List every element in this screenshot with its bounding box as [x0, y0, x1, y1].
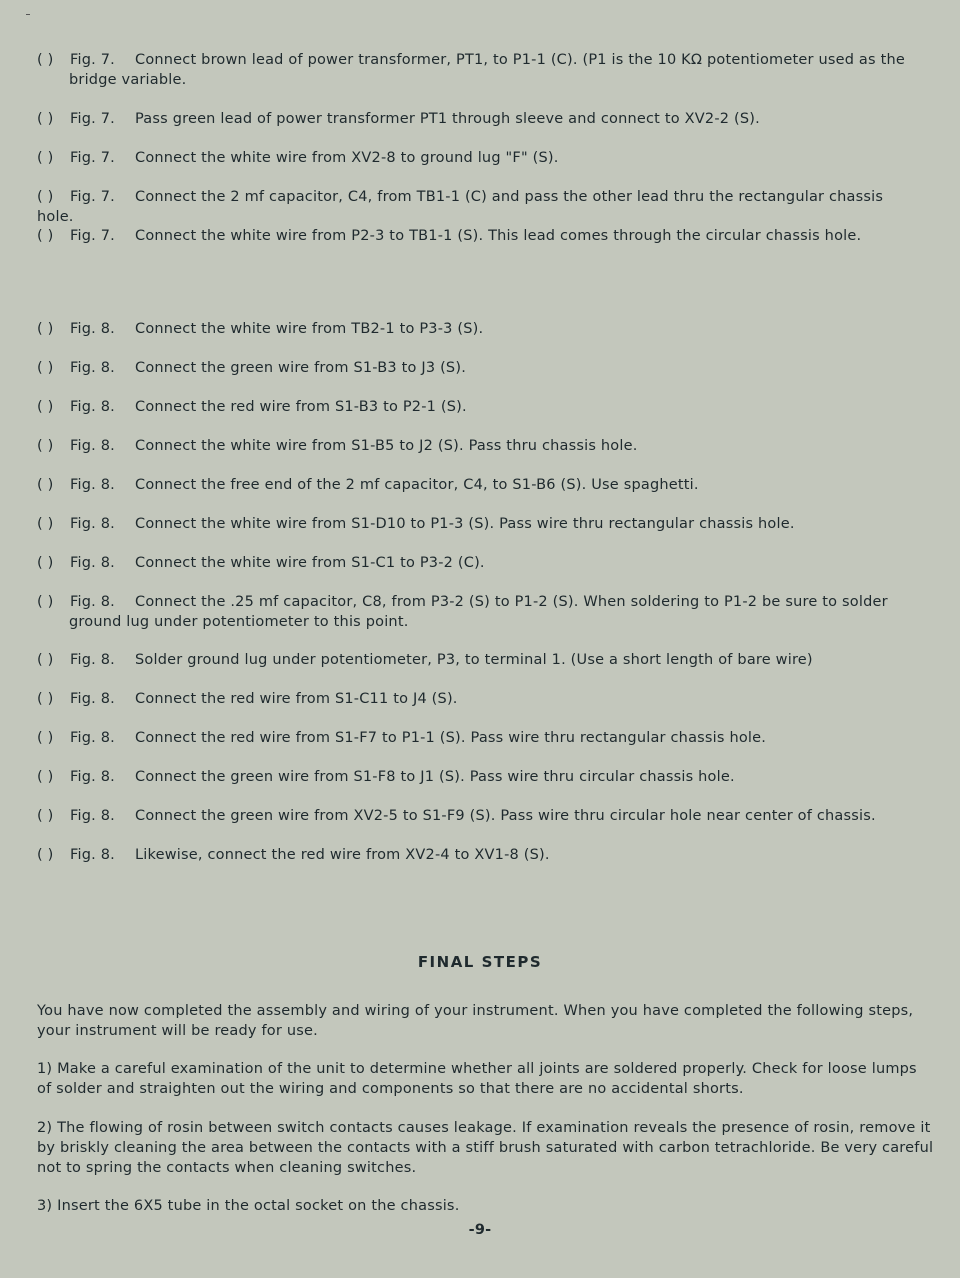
step-item — [37, 50, 924, 90]
fig-ref: Fig. 7. — [70, 150, 115, 166]
fig-ref: Fig. 8. — [70, 652, 115, 668]
step-item — [37, 319, 924, 339]
checkbox[interactable]: ( ) — [37, 730, 54, 746]
checkbox[interactable]: ( ) — [37, 52, 54, 68]
step-text: Connect the green wire from XV2-5 to S1-F9 (S). Pass wire thru circular hole near center of chassis. — [135, 808, 876, 824]
checkbox[interactable]: ( ) — [37, 150, 54, 166]
checkbox[interactable]: ( ) — [37, 769, 54, 785]
step-item — [37, 767, 924, 787]
step-item — [37, 689, 924, 709]
step-item — [37, 226, 924, 246]
final-step-1: 1) Make a careful examination of the unit to determine whether all joints are soldered properly. Check for loose lumps of solder and straighten out the wiring and components so that there are no accidental shorts. — [37, 1061, 917, 1097]
step-text: Connect the white wire from TB2-1 to P3-3 (S). — [135, 321, 484, 337]
checkbox[interactable]: ( ) — [37, 847, 54, 863]
step-text: Connect the red wire from S1-C11 to J4 (S). — [135, 691, 458, 707]
checkbox[interactable]: ( ) — [37, 228, 54, 244]
fig-ref: Fig. 7. — [70, 52, 115, 68]
step-text: Connect the free end of the 2 mf capacitor, C4, to S1-B6 (S). Use spaghetti. — [135, 477, 699, 493]
step-text: Connect brown lead of power transformer, PT1, to P1-1 (C). (P1 is the 10 KΩ potentiometer used as the — [135, 52, 905, 68]
fig-ref: Fig. 8. — [70, 594, 115, 610]
checkbox[interactable]: ( ) — [37, 516, 54, 532]
step-item — [37, 397, 924, 417]
step-text: Connect the green wire from S1-F8 to J1 (S). Pass wire thru circular chassis hole. — [135, 769, 735, 785]
checkbox[interactable]: ( ) — [37, 438, 54, 454]
checkbox[interactable]: ( ) — [37, 189, 54, 205]
fig-ref: Fig. 8. — [70, 516, 115, 532]
fig-ref: Fig. 8. — [70, 438, 115, 454]
section-heading: FINAL STEPS — [417, 953, 543, 971]
step-item — [37, 187, 924, 227]
checkbox[interactable]: ( ) — [37, 691, 54, 707]
step-item — [37, 148, 924, 168]
step-item — [37, 728, 924, 748]
fig-ref: Fig. 8. — [70, 808, 115, 824]
page-number: -9- — [468, 1222, 492, 1238]
step-item — [37, 553, 924, 573]
step-text: Likewise, connect the red wire from XV2-4 to XV1-8 (S). — [135, 847, 550, 863]
checkbox[interactable]: ( ) — [37, 594, 54, 610]
step-text: Connect the .25 mf capacitor, C8, from P3-2 (S) to P1-2 (S). When soldering to P1-2 be sure to solder — [135, 594, 888, 610]
step-text: Connect the 2 mf capacitor, C4, from TB1-1 (C) and pass the other lead thru the rectangular chassis hole. — [37, 189, 884, 225]
step-text: Connect the white wire from S1-C1 to P3-2 (C). — [135, 555, 485, 571]
step-text: Connect the white wire from XV2-8 to ground lug "F" (S). — [135, 150, 559, 166]
fig-ref: Fig. 8. — [70, 769, 115, 785]
step-text: Connect the red wire from S1-B3 to P2-1 (S). — [135, 399, 467, 415]
fig-ref: Fig. 7. — [70, 189, 115, 205]
fig-ref: Fig. 8. — [70, 321, 115, 337]
step-text-continued: ground lug under potentiometer to this point. — [69, 614, 409, 630]
step-item — [37, 358, 924, 378]
scan-speck — [26, 14, 30, 15]
fig-ref: Fig. 8. — [70, 555, 115, 571]
step-text: Connect the white wire from S1-D10 to P1-3 (S). Pass wire thru rectangular chassis hole. — [135, 516, 795, 532]
final-intro: You have now completed the assembly and wiring of your instrument. When you have completed the following steps, your instrument will be ready for use. — [37, 1003, 914, 1039]
step-text: Solder ground lug under potentiometer, P3, to terminal 1. (Use a short length of bare wire) — [135, 652, 813, 668]
step-text: Connect the white wire from S1-B5 to J2 (S). Pass thru chassis hole. — [135, 438, 638, 454]
step-item — [37, 806, 924, 826]
step-item — [37, 650, 924, 670]
fig-ref: Fig. 7. — [70, 111, 115, 127]
step-text: Connect the white wire from P2-3 to TB1-1 (S). This lead comes through the circular chassis hole. — [135, 228, 862, 244]
step-item — [37, 514, 924, 534]
fig-ref: Fig. 8. — [70, 730, 115, 746]
checkbox[interactable]: ( ) — [37, 399, 54, 415]
fig-ref: Fig. 8. — [70, 360, 115, 376]
checkbox[interactable]: ( ) — [37, 555, 54, 571]
checkbox[interactable]: ( ) — [37, 652, 54, 668]
step-text: Pass green lead of power transformer PT1 through sleeve and connect to XV2-2 (S). — [135, 111, 760, 127]
step-text: Connect the green wire from S1-B3 to J3 (S). — [135, 360, 467, 376]
step-item — [37, 436, 924, 456]
step-text: Connect the red wire from S1-F7 to P1-1 (S). Pass wire thru rectangular chassis hole. — [135, 730, 767, 746]
checkbox[interactable]: ( ) — [37, 111, 54, 127]
fig-ref: Fig. 8. — [70, 847, 115, 863]
fig-ref: Fig. 8. — [70, 477, 115, 493]
fig-ref: Fig. 8. — [70, 399, 115, 415]
fig-ref: Fig. 7. — [70, 228, 115, 244]
fig-ref: Fig. 8. — [70, 691, 115, 707]
checkbox[interactable]: ( ) — [37, 808, 54, 824]
checkbox[interactable]: ( ) — [37, 321, 54, 337]
checkbox[interactable]: ( ) — [37, 360, 54, 376]
step-item — [37, 845, 924, 865]
final-step-2: 2) The flowing of rosin between switch contacts causes leakage. If examination reveals the presence of rosin, remove it by briskly cleaning the area between the contacts with a stiff brush saturated with carbon tetrachloride. Be very careful not to spring the contacts when cleaning switches. — [37, 1120, 934, 1176]
final-step-3: 3) Insert the 6X5 tube in the octal socket on the chassis. — [37, 1198, 460, 1214]
step-text-continued: bridge variable. — [69, 72, 187, 88]
step-item — [37, 592, 924, 632]
step-item — [37, 109, 924, 129]
checkbox[interactable]: ( ) — [37, 477, 54, 493]
step-item — [37, 475, 924, 495]
